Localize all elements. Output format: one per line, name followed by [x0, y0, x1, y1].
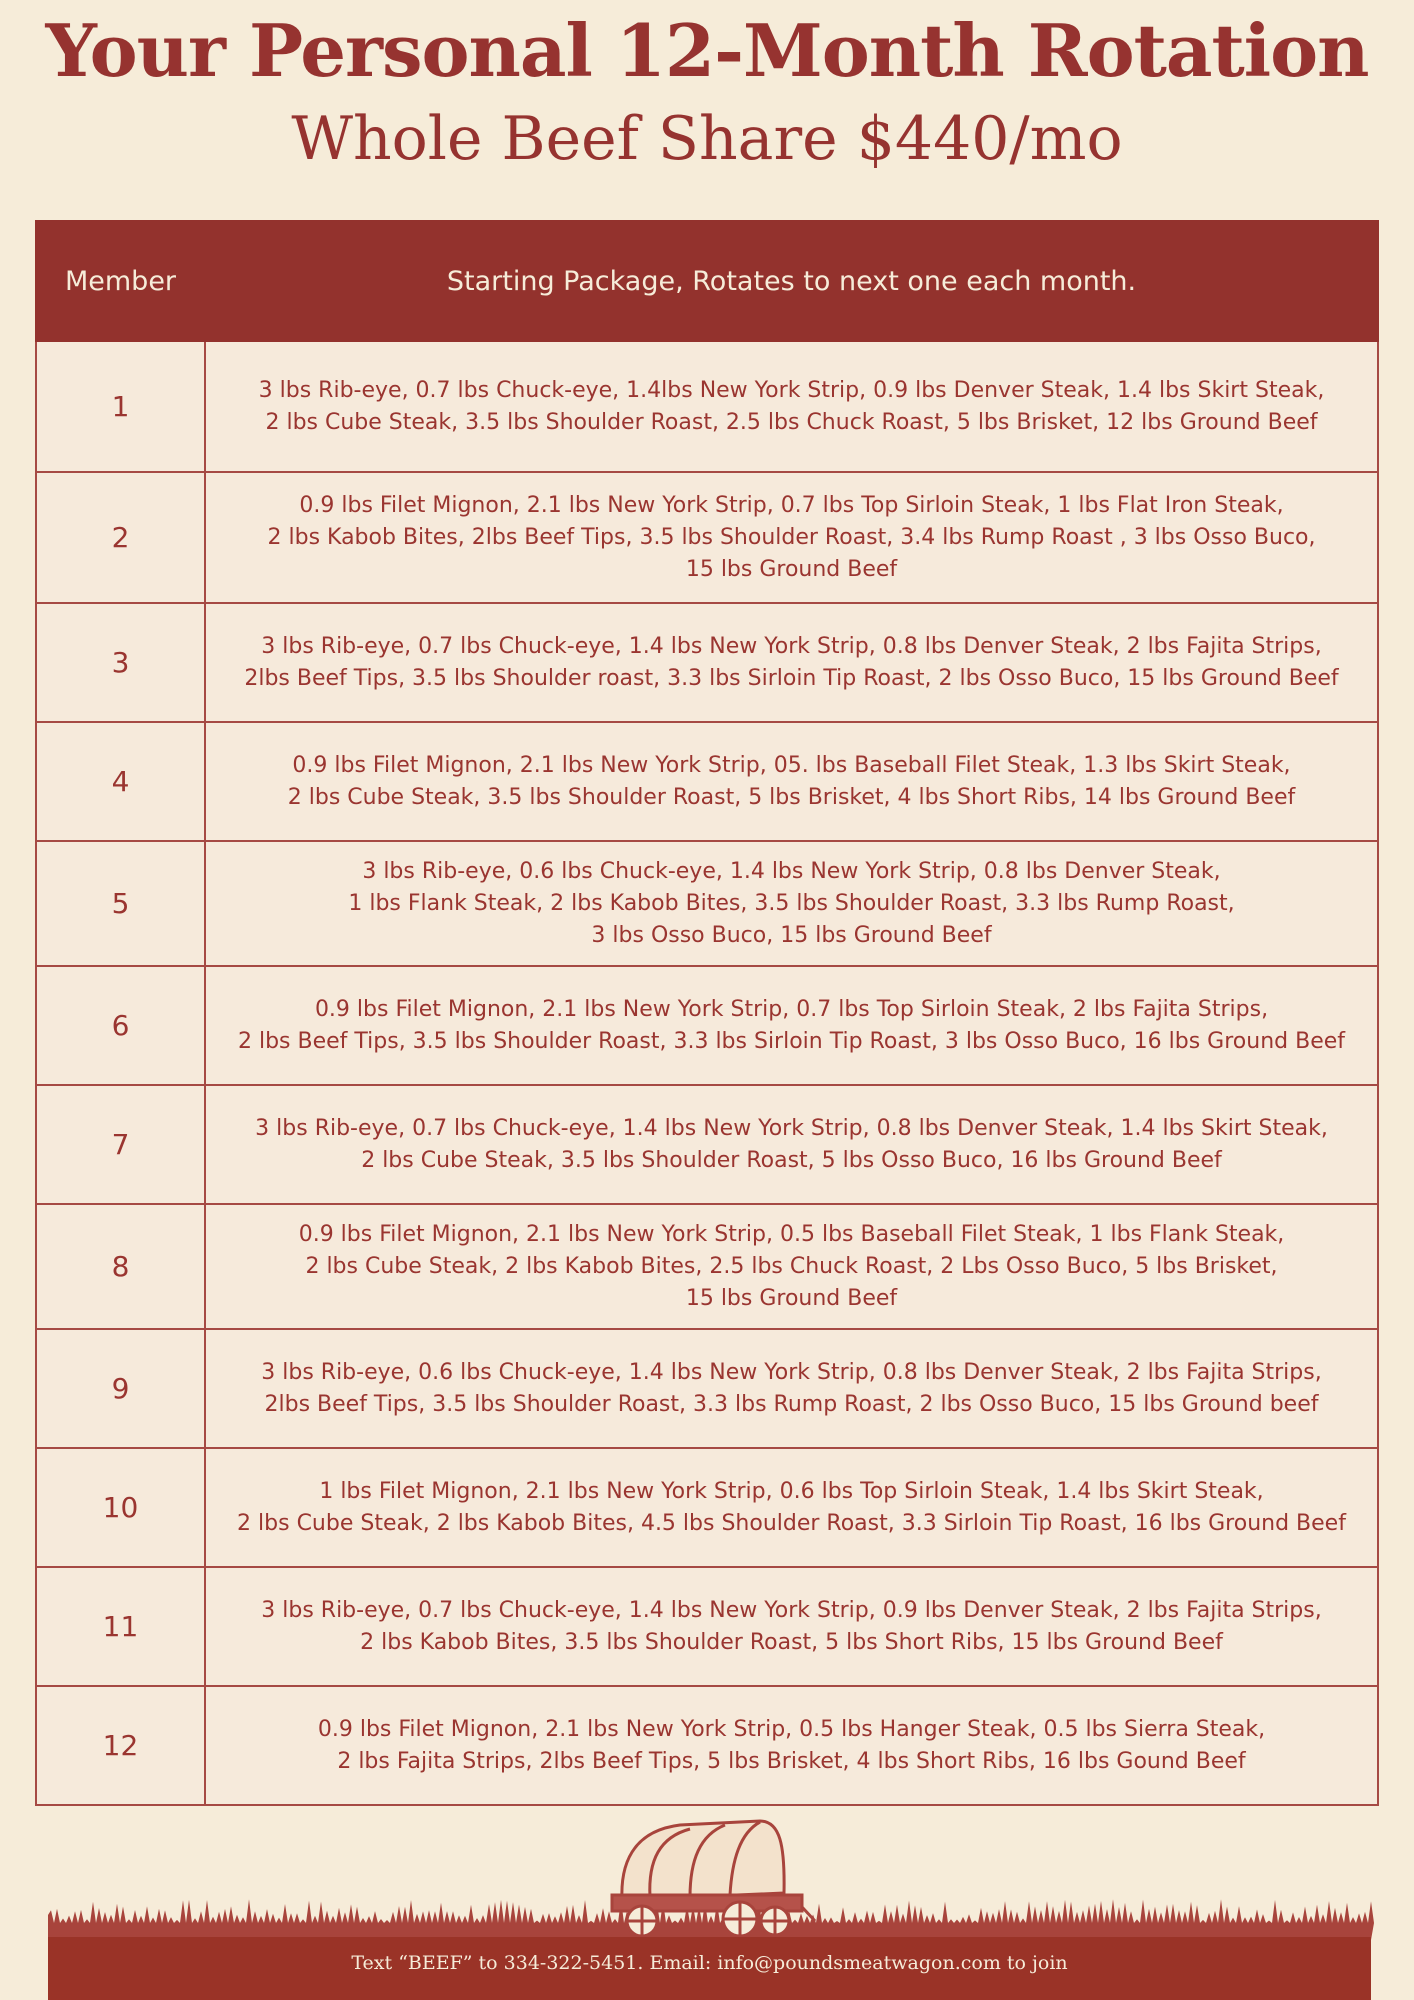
page-subtitle: Whole Beef Share $440/mo	[291, 104, 1123, 174]
member-number: 5	[36, 841, 205, 966]
table-row	[36, 1448, 1378, 1567]
package-line: 15 lbs Ground Beef	[685, 1285, 898, 1311]
page-title: Your Personal 12-Month Rotation	[45, 8, 1369, 93]
member-number: 8	[36, 1204, 205, 1329]
package-contents	[205, 966, 1378, 1085]
table-row	[36, 472, 1378, 603]
package-line: 3 lbs Rib-eye, 0.7 lbs Chuck-eye, 1.4 lbs New York Strip, 0.9 lbs Denver Steak, 2 lbs Fajita Strips,	[261, 1597, 1322, 1623]
member-number: 2	[36, 472, 205, 603]
covered-wagon-icon	[0, 1815, 1414, 1940]
package-line: 15 lbs Ground Beef	[685, 556, 898, 582]
package-contents	[205, 1448, 1378, 1567]
member-number: 6	[36, 966, 205, 1085]
table-row	[36, 1329, 1378, 1448]
package-contents	[205, 1567, 1378, 1686]
package-contents	[205, 1085, 1378, 1204]
package-contents	[205, 1204, 1378, 1329]
member-number: 4	[36, 722, 205, 841]
package-line: 3 lbs Rib-eye, 0.6 lbs Chuck-eye, 1.4 lbs New York Strip, 0.8 lbs Denver Steak, 2 lbs Fajita Strips,	[261, 1359, 1322, 1385]
package-line: 0.9 lbs Filet Mignon, 2.1 lbs New York Strip, 0.5 lbs Hanger Steak, 0.5 lbs Sierra Steak,	[317, 1716, 1266, 1742]
package-contents	[205, 1686, 1378, 1805]
package-line: 2 lbs Fajita Strips, 2lbs Beef Tips, 5 lbs Brisket, 4 lbs Short Ribs, 16 lbs Gound Beef	[337, 1748, 1246, 1774]
package-line: 2 lbs Beef Tips, 3.5 lbs Shoulder Roast, 3.3 lbs Sirloin Tip Roast, 3 lbs Osso Buco, 16 lbs Ground Beef	[237, 1028, 1346, 1054]
column-header-member: Member	[36, 221, 205, 341]
package-line: 1 lbs Filet Mignon, 2.1 lbs New York Strip, 0.6 lbs Top Sirloin Steak, 1.4 lbs Skirt Steak,	[319, 1478, 1264, 1504]
table-row	[36, 722, 1378, 841]
package-line: 1 lbs Flank Steak, 2 lbs Kabob Bites, 3.5 lbs Shoulder Roast, 3.3 lbs Rump Roast,	[348, 890, 1235, 916]
package-line: 0.9 lbs Filet Mignon, 2.1 lbs New York Strip, 0.7 lbs Top Sirloin Steak, 1 lbs Flat Iron Steak,	[299, 492, 1284, 518]
package-contents	[205, 472, 1378, 603]
table-header-row	[36, 221, 1378, 341]
package-line: 3 lbs Osso Buco, 15 lbs Ground Beef	[591, 922, 992, 948]
table-row	[36, 341, 1378, 472]
table-row	[36, 1204, 1378, 1329]
table-row	[36, 1085, 1378, 1204]
package-line: 2lbs Beef Tips, 3.5 lbs Shoulder Roast, 3.3 lbs Rump Roast, 2 lbs Osso Buco, 15 lbs Ground beef	[264, 1391, 1319, 1417]
package-line: 0.9 lbs Filet Mignon, 2.1 lbs New York Strip, 0.5 lbs Baseball Filet Steak, 1 lbs Flank Steak,	[298, 1221, 1285, 1247]
package-line: 2lbs Beef Tips, 3.5 lbs Shoulder roast, 3.3 lbs Sirloin Tip Roast, 2 lbs Osso Buco, 15 lbs Ground Beef	[244, 665, 1339, 691]
table-body	[36, 341, 1378, 1805]
footer-contact-text: Text “BEEF” to 334-322-5451. Email: info@poundsmeatwagon.com to join	[351, 1952, 1068, 1974]
package-line: 2 lbs Cube Steak, 2 lbs Kabob Bites, 4.5 lbs Shoulder Roast, 3.3 Sirloin Tip Roast, 16 lbs Ground Beef	[237, 1510, 1346, 1536]
table-row	[36, 603, 1378, 722]
package-line: 2 lbs Cube Steak, 3.5 lbs Shoulder Roast, 5 lbs Osso Buco, 16 lbs Ground Beef	[361, 1147, 1222, 1173]
package-line: 2 lbs Cube Steak, 3.5 lbs Shoulder Roast, 2.5 lbs Chuck Roast, 5 lbs Brisket, 12 lbs Ground Beef	[265, 409, 1318, 435]
package-line: 2 lbs Kabob Bites, 2lbs Beef Tips, 3.5 lbs Shoulder Roast, 3.4 lbs Rump Roast , 3 lbs Osso Buco,	[267, 524, 1316, 550]
package-line: 2 lbs Cube Steak, 3.5 lbs Shoulder Roast, 5 lbs Brisket, 4 lbs Short Ribs, 14 lbs Ground Beef	[287, 784, 1296, 810]
rotation-table	[35, 220, 1379, 1806]
member-number: 11	[36, 1567, 205, 1686]
package-line: 3 lbs Rib-eye, 0.6 lbs Chuck-eye, 1.4 lbs New York Strip, 0.8 lbs Denver Steak,	[362, 858, 1221, 884]
member-number: 10	[36, 1448, 205, 1567]
package-line: 3 lbs Rib-eye, 0.7 lbs Chuck-eye, 1.4lbs New York Strip, 0.9 lbs Denver Steak, 1.4 lbs Skirt Steak,	[258, 377, 1325, 403]
package-line: 0.9 lbs Filet Mignon, 2.1 lbs New York Strip, 05. lbs Baseball Filet Steak, 1.3 lbs Skirt Steak,	[292, 752, 1291, 778]
table-row	[36, 841, 1378, 966]
table-row	[36, 1686, 1378, 1805]
table-row	[36, 1567, 1378, 1686]
package-line: 2 lbs Cube Steak, 2 lbs Kabob Bites, 2.5 lbs Chuck Roast, 2 Lbs Osso Buco, 5 lbs Brisket,	[305, 1253, 1278, 1279]
member-number: 9	[36, 1329, 205, 1448]
package-line: 3 lbs Rib-eye, 0.7 lbs Chuck-eye, 1.4 lbs New York Strip, 0.8 lbs Denver Steak, 1.4 lbs Skirt Steak,	[255, 1115, 1328, 1141]
member-number: 7	[36, 1085, 205, 1204]
package-line: 0.9 lbs Filet Mignon, 2.1 lbs New York Strip, 0.7 lbs Top Sirloin Steak, 2 lbs Fajita Strips,	[314, 996, 1269, 1022]
package-contents	[205, 722, 1378, 841]
package-contents	[205, 341, 1378, 472]
package-line: 2 lbs Kabob Bites, 3.5 lbs Shoulder Roast, 5 lbs Short Ribs, 15 lbs Ground Beef	[360, 1629, 1223, 1655]
column-header-package: Starting Package, Rotates to next one each month.	[205, 221, 1378, 341]
package-contents	[205, 1329, 1378, 1448]
table-row	[36, 966, 1378, 1085]
package-contents	[205, 603, 1378, 722]
package-contents	[205, 841, 1378, 966]
package-line: 3 lbs Rib-eye, 0.7 lbs Chuck-eye, 1.4 lbs New York Strip, 0.8 lbs Denver Steak, 2 lbs Fajita Strips,	[261, 633, 1322, 659]
member-number: 1	[36, 341, 205, 472]
member-number: 3	[36, 603, 205, 722]
member-number: 12	[36, 1686, 205, 1805]
